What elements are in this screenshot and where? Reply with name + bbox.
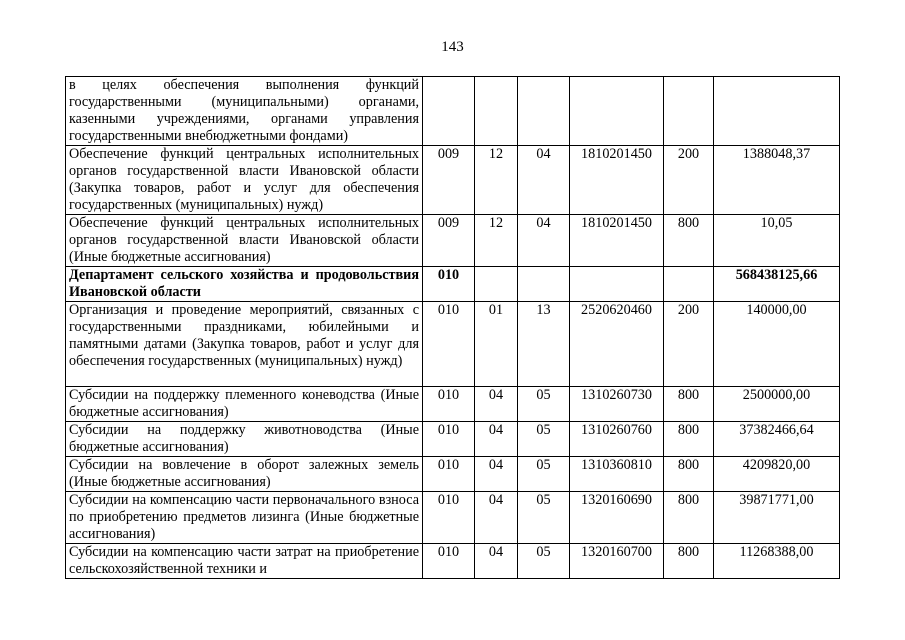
target-article-code: 1310260760 xyxy=(570,422,664,457)
ministry-code xyxy=(423,77,475,146)
subsection-code xyxy=(518,77,570,146)
subsection-code: 04 xyxy=(518,215,570,267)
budget-table xyxy=(65,76,840,579)
table-row xyxy=(66,267,840,302)
table-row xyxy=(66,457,840,492)
subsection-code: 04 xyxy=(518,146,570,215)
table-row xyxy=(66,544,840,579)
target-article-code: 2520620460 xyxy=(570,302,664,387)
target-article-code: 1310260730 xyxy=(570,387,664,422)
expense-type-code: 800 xyxy=(664,387,714,422)
table-row xyxy=(66,302,840,387)
expense-type-code: 200 xyxy=(664,146,714,215)
section-code: 04 xyxy=(475,387,518,422)
table-row xyxy=(66,146,840,215)
target-article-code: 1310360810 xyxy=(570,457,664,492)
subsection-code: 13 xyxy=(518,302,570,387)
ministry-code: 010 xyxy=(423,302,475,387)
amount: 4209820,00 xyxy=(714,457,840,492)
ministry-code: 010 xyxy=(423,387,475,422)
ministry-code: 010 xyxy=(423,457,475,492)
amount: 11268388,00 xyxy=(714,544,840,579)
row-description: Субсидии на поддержку племенного коневодства (Иные бюджетные ассигнования) xyxy=(66,387,423,422)
amount: 10,05 xyxy=(714,215,840,267)
expense-type-code: 800 xyxy=(664,544,714,579)
ministry-code: 010 xyxy=(423,544,475,579)
subsection-code: 05 xyxy=(518,387,570,422)
table-row xyxy=(66,422,840,457)
row-description: Субсидии на компенсацию части первоначального взноса по приобретению предметов лизинга (Иные бюджетные ассигнования) xyxy=(66,492,423,544)
target-article-code: 1810201450 xyxy=(570,146,664,215)
ministry-code: 010 xyxy=(423,492,475,544)
row-description: Субсидии на компенсацию части затрат на приобретение сельскохозяйственной техники и xyxy=(66,544,423,579)
section-code: 01 xyxy=(475,302,518,387)
section-code: 12 xyxy=(475,215,518,267)
target-article-code xyxy=(570,77,664,146)
row-description: Субсидии на вовлечение в оборот залежных земель (Иные бюджетные ассигнования) xyxy=(66,457,423,492)
table-row xyxy=(66,387,840,422)
amount: 140000,00 xyxy=(714,302,840,387)
expense-type-code: 800 xyxy=(664,457,714,492)
section-code xyxy=(475,77,518,146)
target-article-code: 1810201450 xyxy=(570,215,664,267)
row-description: в целях обеспечения выполнения функций государственными (муниципальными) органами, казенными учреждениями, органами управления государственными внебюджетными фондами) xyxy=(66,77,423,146)
amount: 37382466,64 xyxy=(714,422,840,457)
table-row xyxy=(66,492,840,544)
ministry-code: 009 xyxy=(423,215,475,267)
amount: 1388048,37 xyxy=(714,146,840,215)
ministry-code: 010 xyxy=(423,422,475,457)
subsection-code: 05 xyxy=(518,422,570,457)
amount: 39871771,00 xyxy=(714,492,840,544)
row-description: Обеспечение функций центральных исполнительных органов государственной власти Ивановской области (Иные бюджетные ассигнования) xyxy=(66,215,423,267)
budget-table-body xyxy=(66,77,840,579)
page-number: 143 xyxy=(441,39,464,55)
expense-type-code xyxy=(664,267,714,302)
section-code: 04 xyxy=(475,492,518,544)
target-article-code: 1320160690 xyxy=(570,492,664,544)
table-row xyxy=(66,215,840,267)
subsection-code: 05 xyxy=(518,492,570,544)
row-description: Департамент сельского хозяйства и продовольствия Ивановской области xyxy=(66,267,423,302)
amount xyxy=(714,77,840,146)
expense-type-code: 800 xyxy=(664,215,714,267)
row-description: Обеспечение функций центральных исполнительных органов государственной власти Ивановской области (Закупка товаров, работ и услуг для обеспечения государственных (муниципальных) нужд) xyxy=(66,146,423,215)
section-code: 12 xyxy=(475,146,518,215)
section-code: 04 xyxy=(475,422,518,457)
table-row xyxy=(66,77,840,146)
expense-type-code: 200 xyxy=(664,302,714,387)
subsection-code: 05 xyxy=(518,457,570,492)
section-code: 04 xyxy=(475,544,518,579)
amount: 568438125,66 xyxy=(714,267,840,302)
target-article-code: 1320160700 xyxy=(570,544,664,579)
subsection-code: 05 xyxy=(518,544,570,579)
amount: 2500000,00 xyxy=(714,387,840,422)
row-description: Субсидии на поддержку животноводства (Иные бюджетные ассигнования) xyxy=(66,422,423,457)
subsection-code xyxy=(518,267,570,302)
ministry-code: 010 xyxy=(423,267,475,302)
ministry-code: 009 xyxy=(423,146,475,215)
target-article-code xyxy=(570,267,664,302)
section-code: 04 xyxy=(475,457,518,492)
expense-type-code: 800 xyxy=(664,422,714,457)
section-code xyxy=(475,267,518,302)
expense-type-code: 800 xyxy=(664,492,714,544)
expense-type-code xyxy=(664,77,714,146)
row-description: Организация и проведение мероприятий, связанных с государственными праздниками, юбилейными и памятными датами (Закупка товаров, работ и услуг для обеспечения государственных (муниципальных) нужд) xyxy=(66,302,423,387)
